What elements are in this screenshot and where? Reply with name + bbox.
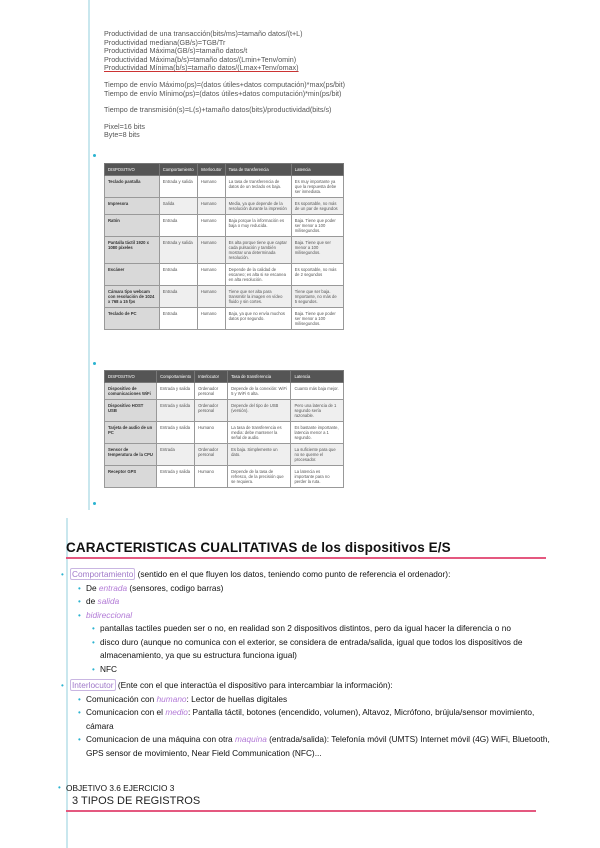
list-item-entrada xyxy=(66,582,566,596)
text: (sensores, codigo barras) xyxy=(127,582,224,593)
text: (entrada/salida): Telefonía móvil (UMTS) Internet móvil (4G) WiFi, Bluetooth, GPS sensor de movimiento, Near Field Communication (NFC)... xyxy=(86,734,550,758)
table-cell: Humano xyxy=(195,422,228,444)
tag-maquina: maquina xyxy=(234,734,267,744)
table-cell: Humano xyxy=(197,286,225,308)
table-cell: Ordenador personal xyxy=(195,400,228,422)
table-cell: La tasa de transferencia de datos de un teclado es baja. xyxy=(225,176,291,198)
list-item-humano xyxy=(66,693,566,707)
list-item-comportamiento xyxy=(61,568,566,582)
table-cell: Baja, ya que no envía muchos datos por segundo. xyxy=(225,308,291,330)
column-header: Tasa de transferencia xyxy=(225,164,291,176)
table-cell: Ratón xyxy=(105,215,160,237)
column-header: Tasa de transferencia xyxy=(228,371,291,383)
table-cell: Humano xyxy=(197,237,225,264)
list-item-bidireccional xyxy=(66,609,566,623)
column-header: Interlocutor xyxy=(195,371,228,383)
tag-interlocutor[interactable]: Interlocutor xyxy=(72,680,114,690)
bullet-icon: • xyxy=(61,570,64,579)
interlocutor-text: (Ente con el que interactúa el dispositivo para intercambiar la información): xyxy=(115,680,393,690)
bullet-icon: • xyxy=(78,735,81,744)
formula-line: Productividad Mínima(b/s)=tamaño datos/(Lmax+Tenv/omax) xyxy=(104,63,299,73)
table-row xyxy=(105,176,344,198)
bullet-icon: • xyxy=(78,694,81,704)
bullet-icon: • xyxy=(78,583,81,593)
section-title: CARACTERISTICAS CUALITATIVAS de los dispositivos E/S xyxy=(66,540,451,555)
formula-line: Tiempo de envío Mínimo(ps)=(datos útiles+datos computación)*min(ps/bit) xyxy=(104,88,342,98)
tag-medio: medio xyxy=(165,707,188,717)
formula-line: Productividad de una transacción(bits/ms)=tamaño datos/(t+L) xyxy=(104,29,303,38)
table-cell: Tarjeta de audio de un PC xyxy=(105,422,157,444)
text: : Pantalla táctil, botones (encendido, volumen), Altavoz, Micrófono, brújula/sensor movimiento, cámara xyxy=(86,707,535,731)
table-cell: Humano xyxy=(195,466,228,488)
bullet-icon: • xyxy=(92,624,95,633)
list-item-interlocutor xyxy=(61,679,566,693)
table-row xyxy=(105,215,344,237)
table-row xyxy=(105,308,344,330)
bullet-dot xyxy=(93,362,96,365)
table-row xyxy=(105,400,344,422)
table-cell: Es bastante importante, latencia menor a 1 segundo. xyxy=(291,422,344,444)
notes-list xyxy=(61,568,566,760)
text: NFC xyxy=(100,663,118,674)
table-cell: Receptor GPS xyxy=(105,466,157,488)
table-cell: Tiene que ser alta para transmitir la imagen en vídeo fluido y sin cortes. xyxy=(225,286,291,308)
table-cell: Depende de la tasa de refresco, de la precisión que se requiera. xyxy=(228,466,291,488)
table-cell: Sensor de temperatura de la CPU xyxy=(105,444,157,466)
table-cell: Baja. Tiene que poder ser menor a 100 milisegundos. xyxy=(291,308,343,330)
table-cell: Dispositivo de comunicaciones WiFi xyxy=(105,383,157,400)
table-cell: La latencia es importante para no perder la ruta. xyxy=(291,466,344,488)
left-margin-rule-top xyxy=(88,0,90,510)
table-cell: Ordenador personal xyxy=(195,383,228,400)
text: de xyxy=(86,596,98,606)
device-table-2 xyxy=(104,370,344,488)
table-cell: Entrada y salida xyxy=(157,400,195,422)
formula-line: Pixel=16 bits xyxy=(104,121,145,131)
table-cell: Impresora xyxy=(105,198,160,215)
table-cell: Escáner xyxy=(105,264,160,286)
text: Comunicacion de una máquina con otra xyxy=(86,734,235,744)
table-cell: Depende de la calidad de escaneo; es alta si se escanea en alta resolución. xyxy=(225,264,291,286)
column-header: Comportamiento xyxy=(157,371,195,383)
column-header: DISPOSITIVO xyxy=(105,371,157,383)
table-cell: Entrada y salida xyxy=(157,383,195,400)
table-row xyxy=(105,383,344,400)
list-item-salida xyxy=(66,595,566,609)
table-cell: Cuanto más baja mejor. xyxy=(291,383,344,400)
bullet-dot xyxy=(93,502,96,505)
table-row xyxy=(105,286,344,308)
table-cell: Pantalla táctil 1920 x 1080 píxeles xyxy=(105,237,160,264)
formula-line: Tiempo de transmisión(s)=L(s)+tamaño datos(bits)/productividad(bits/s) xyxy=(104,105,332,115)
table-row xyxy=(105,466,344,488)
list-item-maquina xyxy=(66,733,556,760)
tag-bidireccional: bidireccional xyxy=(86,609,133,620)
tag-humano: humano xyxy=(156,693,187,704)
bullet-icon: • xyxy=(61,681,64,690)
table-cell: Depende de la conexión: WiFi 5 y WiFi 6 alta. xyxy=(228,383,291,400)
table-cell: Humano xyxy=(197,215,225,237)
device-table-1 xyxy=(104,163,344,330)
table-cell: Pero una latencia de 1 segundo sería razonable. xyxy=(291,400,344,422)
table-header-row xyxy=(105,164,344,176)
table-cell: La suficiente para que no se queme el procesador. xyxy=(291,444,344,466)
column-header: Latencia xyxy=(291,371,344,383)
table-cell: Media, ya que depende de la resolución durante la impresión xyxy=(225,198,291,215)
objective-text: OBJETIVO 3.6 EJERCICIO 3 xyxy=(66,783,175,793)
formula-list xyxy=(104,30,434,140)
bullet-icon: • xyxy=(78,597,81,606)
comportamiento-text: (sentido en el que fluyen los datos, teniendo como punto de referencia el ordenador): xyxy=(135,569,451,579)
column-header: Interlocutor xyxy=(197,164,225,176)
bullet-icon: • xyxy=(78,610,81,620)
formula-line: Byte=8 bits xyxy=(104,130,140,140)
text: pantallas tactiles pueden ser o no, en realidad son 2 dispositivos distintos, pero da igual hacer la diferencia o no xyxy=(100,623,511,633)
list-item-medio xyxy=(66,706,556,733)
table-cell: Entrada xyxy=(157,444,195,466)
table-cell: Entrada xyxy=(159,264,197,286)
column-header: Comportamiento xyxy=(159,164,197,176)
list-item-disco-duro xyxy=(66,636,556,663)
text: disco duro (aunque no comunica con el exterior, se considera de entrada/salida, igual que todos los dispositivos de almacenamiento, ya que su estructura funciona igual) xyxy=(100,636,523,660)
table-cell: Es alta porque tiene que captar cada pulsación y también mostrar una determinada resolución. xyxy=(225,237,291,264)
table-cell: Teclado pantalla xyxy=(105,176,160,198)
table-cell: Entrada y salida xyxy=(157,422,195,444)
column-header: Latencia xyxy=(291,164,343,176)
table-row xyxy=(105,422,344,444)
text: Comunicación con xyxy=(86,693,157,704)
column-header: DISPOSITIVO xyxy=(105,164,160,176)
table-cell: Cámara tipo webcam con resolución de 1024 x 768 a 15 fps xyxy=(105,286,160,308)
table-cell: Es soportable, no más de 2 segundos xyxy=(291,264,343,286)
text: : Lector de huellas digitales xyxy=(186,693,288,704)
tag-entrada: entrada xyxy=(98,582,128,593)
text: Comunicacion con el xyxy=(86,707,166,717)
table-cell: Entrada y salida xyxy=(159,237,197,264)
formula-line: Productividad mediana(GB/s)=TGB/Tr xyxy=(104,37,226,47)
table-cell: Depende del tipo de USB (versión). xyxy=(228,400,291,422)
subsection-title: 3 TIPOS DE REGISTROS xyxy=(72,795,201,807)
table-cell: Baja porque la información es baja o muy reducida. xyxy=(225,215,291,237)
table-cell: Baja. Tiene que ser menor a 100 milisegundos. xyxy=(291,237,343,264)
table-cell: Humano xyxy=(197,264,225,286)
table-cell: Baja. Tiene que poder ser menor a 100 milisegundos. xyxy=(291,215,343,237)
formula-line: Tiempo de envío Máximo(ps)=(datos útiles+datos computación)*max(ps/bit) xyxy=(104,79,346,89)
bullet-dot xyxy=(93,154,96,157)
bullet-icon: • xyxy=(58,783,61,792)
table-cell: Entrada xyxy=(159,215,197,237)
list-item-nfc xyxy=(66,663,566,677)
table-cell: Es soportable, no más de un par de segundos xyxy=(291,198,343,215)
bullet-icon: • xyxy=(92,637,95,647)
table-row xyxy=(105,198,344,215)
table-cell: Humano xyxy=(197,198,225,215)
section-title-underline xyxy=(66,557,546,559)
objective-label xyxy=(58,783,175,793)
tag-comportamiento[interactable]: Comportamiento xyxy=(72,569,134,579)
table-cell: Teclado de PC xyxy=(105,308,160,330)
table-cell: Entrada xyxy=(159,308,197,330)
table-row xyxy=(105,237,344,264)
table-cell: Humano xyxy=(197,308,225,330)
table-cell: Dispositivo HOST USB xyxy=(105,400,157,422)
table-cell: Entrada xyxy=(159,286,197,308)
tag-salida: salida xyxy=(97,596,120,606)
table-cell: Entrada y salida xyxy=(157,466,195,488)
table-cell: Salida xyxy=(159,198,197,215)
table-cell: Es muy importante ya que la respuesta debe ser inmediata. xyxy=(291,176,343,198)
table-header-row xyxy=(105,371,344,383)
list-item-pantallas xyxy=(66,622,566,636)
bullet-icon: • xyxy=(78,708,81,717)
table-cell: Tiene que ser baja. Importante, no más de 5 segundos. xyxy=(291,286,343,308)
table-row xyxy=(105,264,344,286)
text: De xyxy=(86,582,99,593)
formula-line: Productividad Máxima(GB/s)=tamaño datos/t xyxy=(104,46,248,56)
table-cell: Entrada y salida xyxy=(159,176,197,198)
subsection-underline xyxy=(66,810,536,812)
table-cell: La tasa de transferencia es media: debe mantener la señal de audio. xyxy=(228,422,291,444)
formula-line: Productividad Máxima(b/s)=tamaño datos/(Lmin+Tenv/omin) xyxy=(104,54,297,64)
table-cell: Ordenador personal xyxy=(195,444,228,466)
bullet-icon: • xyxy=(92,664,95,674)
table-cell: Humano xyxy=(197,176,225,198)
table-row xyxy=(105,444,344,466)
table-cell: Es baja. Simplemente un dato. xyxy=(228,444,291,466)
